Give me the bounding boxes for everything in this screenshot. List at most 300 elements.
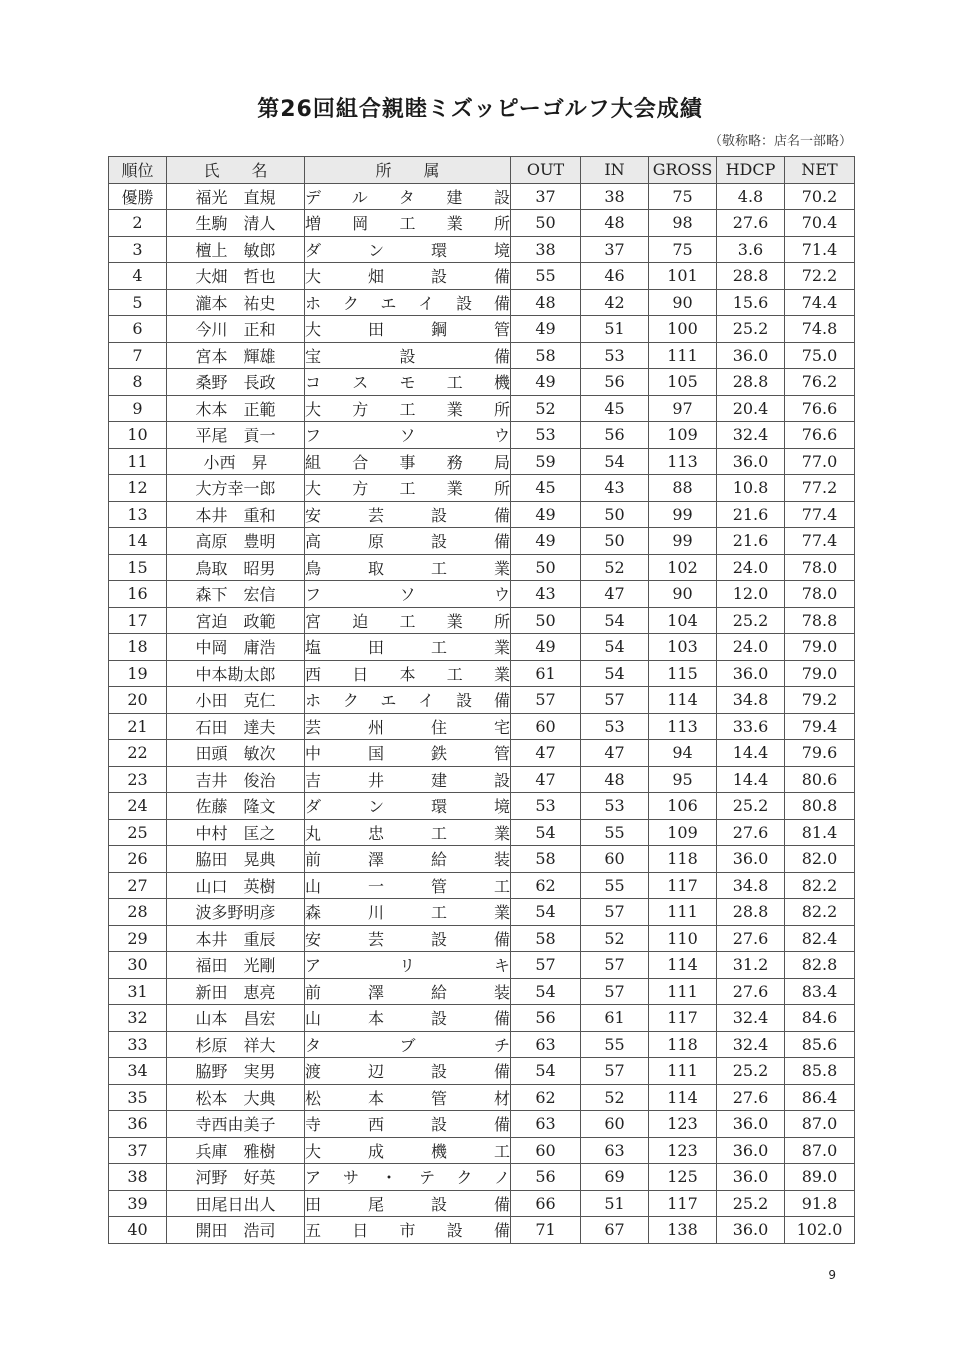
col-header-out: OUT <box>511 157 581 184</box>
hdcp-cell: 32.4 <box>717 422 785 449</box>
affiliation-cell: 山一管工 <box>305 872 511 899</box>
affiliation-cell: 五日市設備 <box>305 1217 511 1244</box>
net-cell: 87.0 <box>785 1111 855 1138</box>
table-row <box>109 899 855 926</box>
table-row <box>109 978 855 1005</box>
gross-cell: 110 <box>649 925 717 952</box>
rank-cell: 26 <box>109 846 167 873</box>
in-cell: 46 <box>581 263 649 290</box>
in-cell: 52 <box>581 925 649 952</box>
net-cell: 81.4 <box>785 819 855 846</box>
col-header-gross: GROSS <box>649 157 717 184</box>
out-cell: 58 <box>511 925 581 952</box>
in-cell: 56 <box>581 422 649 449</box>
hdcp-cell: 31.2 <box>717 952 785 979</box>
out-cell: 50 <box>511 607 581 634</box>
header-row <box>109 157 855 184</box>
affiliation-cell: 宝設備 <box>305 342 511 369</box>
name-cell: 山口 英樹 <box>167 872 305 899</box>
net-cell: 80.6 <box>785 766 855 793</box>
out-cell: 55 <box>511 263 581 290</box>
name-cell: 森下 宏信 <box>167 581 305 608</box>
name-cell: 佐藤 隆文 <box>167 793 305 820</box>
affiliation-cell: デルタ建設 <box>305 183 511 210</box>
table-row <box>109 1190 855 1217</box>
net-cell: 80.8 <box>785 793 855 820</box>
col-header-net: NET <box>785 157 855 184</box>
gross-cell: 117 <box>649 1005 717 1032</box>
net-cell: 70.4 <box>785 210 855 237</box>
col-header-affiliation: 所 属 <box>305 157 511 184</box>
affiliation-cell: 大方工業所 <box>305 475 511 502</box>
table-row <box>109 263 855 290</box>
net-cell: 82.4 <box>785 925 855 952</box>
affiliation-cell: 中国鉄管 <box>305 740 511 767</box>
rank-cell: 38 <box>109 1164 167 1191</box>
hdcp-cell: 28.8 <box>717 369 785 396</box>
net-cell: 82.2 <box>785 872 855 899</box>
table-row <box>109 342 855 369</box>
gross-cell: 138 <box>649 1217 717 1244</box>
affiliation-cell: 大田鋼管 <box>305 316 511 343</box>
in-cell: 48 <box>581 210 649 237</box>
hdcp-cell: 25.2 <box>717 607 785 634</box>
rank-cell: 2 <box>109 210 167 237</box>
gross-cell: 101 <box>649 263 717 290</box>
net-cell: 76.6 <box>785 395 855 422</box>
gross-cell: 123 <box>649 1111 717 1138</box>
table-row <box>109 607 855 634</box>
name-cell: 開田 浩司 <box>167 1217 305 1244</box>
gross-cell: 123 <box>649 1137 717 1164</box>
name-cell: 福田 光剛 <box>167 952 305 979</box>
table-row <box>109 183 855 210</box>
net-cell: 79.4 <box>785 713 855 740</box>
name-cell: 平尾 貢一 <box>167 422 305 449</box>
net-cell: 91.8 <box>785 1190 855 1217</box>
gross-cell: 98 <box>649 210 717 237</box>
out-cell: 62 <box>511 872 581 899</box>
table-row <box>109 1164 855 1191</box>
out-cell: 52 <box>511 395 581 422</box>
in-cell: 63 <box>581 1137 649 1164</box>
rank-cell: 20 <box>109 687 167 714</box>
hdcp-cell: 34.8 <box>717 872 785 899</box>
out-cell: 71 <box>511 1217 581 1244</box>
table-row <box>109 1084 855 1111</box>
gross-cell: 113 <box>649 448 717 475</box>
rank-cell: 19 <box>109 660 167 687</box>
gross-cell: 95 <box>649 766 717 793</box>
rank-cell: 35 <box>109 1084 167 1111</box>
in-cell: 55 <box>581 819 649 846</box>
hdcp-cell: 36.0 <box>717 1164 785 1191</box>
table-row <box>109 501 855 528</box>
net-cell: 79.0 <box>785 660 855 687</box>
gross-cell: 111 <box>649 1058 717 1085</box>
affiliation-cell: フソウ <box>305 581 511 608</box>
name-cell: 大畑 哲也 <box>167 263 305 290</box>
out-cell: 60 <box>511 1137 581 1164</box>
hdcp-cell: 14.4 <box>717 740 785 767</box>
out-cell: 63 <box>511 1031 581 1058</box>
in-cell: 54 <box>581 634 649 661</box>
net-cell: 77.0 <box>785 448 855 475</box>
in-cell: 42 <box>581 289 649 316</box>
in-cell: 57 <box>581 687 649 714</box>
rank-cell: 13 <box>109 501 167 528</box>
table-row <box>109 554 855 581</box>
affiliation-cell: ダン環境 <box>305 236 511 263</box>
table-row <box>109 713 855 740</box>
table-row <box>109 1058 855 1085</box>
table-row <box>109 236 855 263</box>
name-cell: 石田 達夫 <box>167 713 305 740</box>
name-cell: 檀上 敏郎 <box>167 236 305 263</box>
affiliation-cell: 渡辺設備 <box>305 1058 511 1085</box>
out-cell: 50 <box>511 554 581 581</box>
in-cell: 53 <box>581 713 649 740</box>
net-cell: 74.8 <box>785 316 855 343</box>
hdcp-cell: 3.6 <box>717 236 785 263</box>
name-cell: 木本 正範 <box>167 395 305 422</box>
table-row <box>109 819 855 846</box>
affiliation-cell: フソウ <box>305 422 511 449</box>
rank-cell: 29 <box>109 925 167 952</box>
gross-cell: 102 <box>649 554 717 581</box>
rank-cell: 27 <box>109 872 167 899</box>
name-cell: 鳥取 昭男 <box>167 554 305 581</box>
hdcp-cell: 33.6 <box>717 713 785 740</box>
in-cell: 51 <box>581 316 649 343</box>
net-cell: 70.2 <box>785 183 855 210</box>
hdcp-cell: 12.0 <box>717 581 785 608</box>
gross-cell: 125 <box>649 1164 717 1191</box>
rank-cell: 11 <box>109 448 167 475</box>
hdcp-cell: 14.4 <box>717 766 785 793</box>
affiliation-cell: 増岡工業所 <box>305 210 511 237</box>
out-cell: 66 <box>511 1190 581 1217</box>
affiliation-cell: ホクエイ設備 <box>305 289 511 316</box>
gross-cell: 113 <box>649 713 717 740</box>
hdcp-cell: 36.0 <box>717 1111 785 1138</box>
out-cell: 47 <box>511 740 581 767</box>
in-cell: 43 <box>581 475 649 502</box>
name-cell: 生駒 清人 <box>167 210 305 237</box>
hdcp-cell: 36.0 <box>717 1217 785 1244</box>
hdcp-cell: 36.0 <box>717 846 785 873</box>
name-cell: 宮迫 政範 <box>167 607 305 634</box>
net-cell: 102.0 <box>785 1217 855 1244</box>
rank-cell: 4 <box>109 263 167 290</box>
table-row <box>109 581 855 608</box>
hdcp-cell: 28.8 <box>717 899 785 926</box>
out-cell: 58 <box>511 342 581 369</box>
table-row <box>109 660 855 687</box>
hdcp-cell: 4.8 <box>717 183 785 210</box>
hdcp-cell: 21.6 <box>717 501 785 528</box>
out-cell: 62 <box>511 1084 581 1111</box>
name-cell: 高原 豊明 <box>167 528 305 555</box>
net-cell: 77.4 <box>785 528 855 555</box>
col-header-in: IN <box>581 157 649 184</box>
name-cell: 松本 大典 <box>167 1084 305 1111</box>
hdcp-cell: 25.2 <box>717 1058 785 1085</box>
rank-cell: 34 <box>109 1058 167 1085</box>
rank-cell: 8 <box>109 369 167 396</box>
net-cell: 84.6 <box>785 1005 855 1032</box>
in-cell: 67 <box>581 1217 649 1244</box>
net-cell: 89.0 <box>785 1164 855 1191</box>
rank-cell: 16 <box>109 581 167 608</box>
name-cell: 大方幸一郎 <box>167 475 305 502</box>
name-cell: 小西 昇 <box>167 448 305 475</box>
gross-cell: 118 <box>649 1031 717 1058</box>
rank-cell: 10 <box>109 422 167 449</box>
out-cell: 54 <box>511 899 581 926</box>
hdcp-cell: 27.6 <box>717 925 785 952</box>
gross-cell: 100 <box>649 316 717 343</box>
affiliation-cell: アリキ <box>305 952 511 979</box>
out-cell: 56 <box>511 1005 581 1032</box>
in-cell: 55 <box>581 1031 649 1058</box>
name-cell: 本井 重和 <box>167 501 305 528</box>
table-row <box>109 1031 855 1058</box>
affiliation-cell: 吉井建設 <box>305 766 511 793</box>
net-cell: 82.0 <box>785 846 855 873</box>
affiliation-cell: アサ・テクノ <box>305 1164 511 1191</box>
gross-cell: 90 <box>649 289 717 316</box>
hdcp-cell: 15.6 <box>717 289 785 316</box>
affiliation-cell: 大方工業所 <box>305 395 511 422</box>
table-row <box>109 740 855 767</box>
table-row <box>109 210 855 237</box>
rank-cell: 15 <box>109 554 167 581</box>
rank-cell: 9 <box>109 395 167 422</box>
in-cell: 55 <box>581 872 649 899</box>
table-row <box>109 422 855 449</box>
net-cell: 87.0 <box>785 1137 855 1164</box>
gross-cell: 75 <box>649 236 717 263</box>
table-row <box>109 395 855 422</box>
col-header-rank: 順位 <box>109 157 167 184</box>
hdcp-cell: 27.6 <box>717 978 785 1005</box>
net-cell: 71.4 <box>785 236 855 263</box>
table-row <box>109 528 855 555</box>
affiliation-cell: 田尾設備 <box>305 1190 511 1217</box>
affiliation-cell: 丸忠工業 <box>305 819 511 846</box>
rank-cell: 33 <box>109 1031 167 1058</box>
in-cell: 57 <box>581 952 649 979</box>
affiliation-cell: タブチ <box>305 1031 511 1058</box>
gross-cell: 99 <box>649 528 717 555</box>
hdcp-cell: 27.6 <box>717 210 785 237</box>
rank-cell: 40 <box>109 1217 167 1244</box>
in-cell: 45 <box>581 395 649 422</box>
hdcp-cell: 25.2 <box>717 793 785 820</box>
out-cell: 56 <box>511 1164 581 1191</box>
affiliation-cell: 森川工業 <box>305 899 511 926</box>
hdcp-cell: 25.2 <box>717 1190 785 1217</box>
name-cell: 脇田 晃典 <box>167 846 305 873</box>
affiliation-cell: コスモ工機 <box>305 369 511 396</box>
in-cell: 54 <box>581 448 649 475</box>
gross-cell: 111 <box>649 978 717 1005</box>
net-cell: 79.0 <box>785 634 855 661</box>
page-number: 9 <box>828 1268 836 1282</box>
table-row <box>109 793 855 820</box>
name-cell: 今川 正和 <box>167 316 305 343</box>
net-cell: 77.2 <box>785 475 855 502</box>
in-cell: 60 <box>581 846 649 873</box>
out-cell: 49 <box>511 316 581 343</box>
in-cell: 57 <box>581 1058 649 1085</box>
hdcp-cell: 34.8 <box>717 687 785 714</box>
out-cell: 60 <box>511 713 581 740</box>
col-header-hdcp: HDCP <box>717 157 785 184</box>
net-cell: 78.0 <box>785 554 855 581</box>
in-cell: 56 <box>581 369 649 396</box>
table-row <box>109 289 855 316</box>
net-cell: 86.4 <box>785 1084 855 1111</box>
affiliation-cell: 宮迫工業所 <box>305 607 511 634</box>
out-cell: 49 <box>511 369 581 396</box>
gross-cell: 111 <box>649 342 717 369</box>
out-cell: 63 <box>511 1111 581 1138</box>
in-cell: 37 <box>581 236 649 263</box>
hdcp-cell: 25.2 <box>717 316 785 343</box>
net-cell: 78.8 <box>785 607 855 634</box>
net-cell: 82.8 <box>785 952 855 979</box>
affiliation-cell: 安芸設備 <box>305 925 511 952</box>
gross-cell: 75 <box>649 183 717 210</box>
out-cell: 50 <box>511 210 581 237</box>
rank-cell: 28 <box>109 899 167 926</box>
hdcp-cell: 27.6 <box>717 1084 785 1111</box>
affiliation-cell: 芸州住宅 <box>305 713 511 740</box>
affiliation-cell: ダン環境 <box>305 793 511 820</box>
name-cell: 宮本 輝雄 <box>167 342 305 369</box>
rank-cell: 25 <box>109 819 167 846</box>
hdcp-cell: 21.6 <box>717 528 785 555</box>
out-cell: 45 <box>511 475 581 502</box>
hdcp-cell: 36.0 <box>717 448 785 475</box>
name-cell: 中本勘太郎 <box>167 660 305 687</box>
in-cell: 57 <box>581 899 649 926</box>
in-cell: 60 <box>581 1111 649 1138</box>
name-cell: 瀧本 祐史 <box>167 289 305 316</box>
table-row <box>109 766 855 793</box>
name-cell: 田尾日出人 <box>167 1190 305 1217</box>
gross-cell: 94 <box>649 740 717 767</box>
rank-cell: 12 <box>109 475 167 502</box>
affiliation-cell: 前澤給装 <box>305 978 511 1005</box>
rank-cell: 30 <box>109 952 167 979</box>
out-cell: 49 <box>511 528 581 555</box>
hdcp-cell: 36.0 <box>717 342 785 369</box>
in-cell: 50 <box>581 528 649 555</box>
gross-cell: 105 <box>649 369 717 396</box>
rank-cell: 21 <box>109 713 167 740</box>
affiliation-cell: 組合事務局 <box>305 448 511 475</box>
net-cell: 83.4 <box>785 978 855 1005</box>
table-row <box>109 448 855 475</box>
affiliation-cell: 松本管材 <box>305 1084 511 1111</box>
rank-cell: 37 <box>109 1137 167 1164</box>
net-cell: 75.0 <box>785 342 855 369</box>
out-cell: 54 <box>511 819 581 846</box>
gross-cell: 90 <box>649 581 717 608</box>
out-cell: 49 <box>511 501 581 528</box>
table-row <box>109 1137 855 1164</box>
results-table <box>108 156 855 1244</box>
rank-cell: 優勝 <box>109 183 167 210</box>
page-title: 第26回組合親睦ミズッピーゴルフ大会成績 <box>257 97 703 122</box>
in-cell: 52 <box>581 554 649 581</box>
out-cell: 37 <box>511 183 581 210</box>
results-body <box>109 183 855 1243</box>
out-cell: 49 <box>511 634 581 661</box>
in-cell: 53 <box>581 793 649 820</box>
gross-cell: 114 <box>649 1084 717 1111</box>
out-cell: 61 <box>511 660 581 687</box>
in-cell: 61 <box>581 1005 649 1032</box>
rank-cell: 36 <box>109 1111 167 1138</box>
hdcp-cell: 24.0 <box>717 554 785 581</box>
name-cell: 本井 重辰 <box>167 925 305 952</box>
in-cell: 47 <box>581 740 649 767</box>
name-cell: 新田 恵亮 <box>167 978 305 1005</box>
affiliation-cell: 寺西設備 <box>305 1111 511 1138</box>
gross-cell: 97 <box>649 395 717 422</box>
affiliation-cell: 大成機工 <box>305 1137 511 1164</box>
table-row <box>109 1005 855 1032</box>
table-row <box>109 925 855 952</box>
out-cell: 38 <box>511 236 581 263</box>
rank-cell: 6 <box>109 316 167 343</box>
gross-cell: 118 <box>649 846 717 873</box>
in-cell: 52 <box>581 1084 649 1111</box>
hdcp-cell: 36.0 <box>717 660 785 687</box>
affiliation-cell: 安芸設備 <box>305 501 511 528</box>
out-cell: 57 <box>511 687 581 714</box>
affiliation-cell: 山本設備 <box>305 1005 511 1032</box>
gross-cell: 106 <box>649 793 717 820</box>
rank-cell: 3 <box>109 236 167 263</box>
hdcp-cell: 36.0 <box>717 1137 785 1164</box>
name-cell: 桑野 長政 <box>167 369 305 396</box>
net-cell: 76.2 <box>785 369 855 396</box>
affiliation-cell: ホクエイ設備 <box>305 687 511 714</box>
name-cell: 杉原 祥大 <box>167 1031 305 1058</box>
out-cell: 57 <box>511 952 581 979</box>
gross-cell: 114 <box>649 687 717 714</box>
affiliation-cell: 塩田工業 <box>305 634 511 661</box>
net-cell: 74.4 <box>785 289 855 316</box>
gross-cell: 117 <box>649 872 717 899</box>
table-row <box>109 846 855 873</box>
name-cell: 福光 直規 <box>167 183 305 210</box>
rank-cell: 17 <box>109 607 167 634</box>
name-cell: 中岡 庸浩 <box>167 634 305 661</box>
table-row <box>109 316 855 343</box>
in-cell: 48 <box>581 766 649 793</box>
rank-cell: 7 <box>109 342 167 369</box>
table-row <box>109 634 855 661</box>
name-cell: 兵庫 雅樹 <box>167 1137 305 1164</box>
col-header-name: 氏 名 <box>167 157 305 184</box>
name-cell: 田頭 敏次 <box>167 740 305 767</box>
